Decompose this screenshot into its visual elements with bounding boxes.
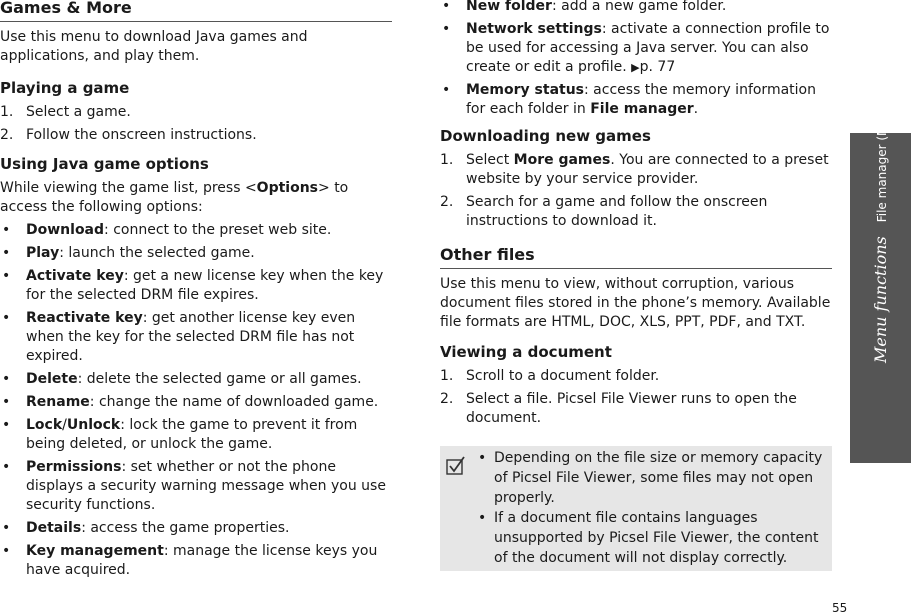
option-lock-unlock: • Lock/Unlock: lock the game to prevent it from being deleted, or unlock the game. bbox=[2, 417, 358, 452]
viewing-step-1: 1. Scroll to a document folder. bbox=[440, 368, 660, 384]
note-list bbox=[478, 448, 828, 568]
option-details: • Details: access the game properties. bbox=[2, 520, 290, 536]
right-column bbox=[440, 0, 832, 428]
viewing-step-2: 2. Select a file. Picsel File Viewer runs to open the document. bbox=[440, 391, 797, 426]
page-number: 55 bbox=[832, 601, 848, 615]
option-key-management: • Key management: manage the license keys you have acquired. bbox=[2, 543, 378, 578]
option-network-settings: • Network settings: activate a connection profile to be used for accessing a Java server. You can also create or edit a profile. ▶p. 77 bbox=[442, 21, 830, 75]
note-item-2: • If a document file contains languages unsupported by Picsel File Viewer, the content of the document will not display correctly. bbox=[478, 510, 819, 566]
side-tab-menu-functions: Menu functions bbox=[871, 236, 890, 363]
option-memory-status: • Memory status: access the memory information for each folder in File manager. bbox=[442, 82, 816, 117]
option-download: • Download: connect to the preset web site. bbox=[2, 222, 332, 238]
playing-heading: Playing a game bbox=[0, 79, 130, 97]
option-delete: • Delete: delete the selected game or all games. bbox=[2, 371, 362, 387]
playing-step-2: 2. Follow the onscreen instructions. bbox=[0, 127, 257, 143]
side-tab-file-manager: File manager (Menu 6) bbox=[875, 86, 889, 223]
playing-step-1: 1. Select a game. bbox=[0, 104, 131, 120]
downloading-step-1: 1. Select More games. You are connected to a preset website by your service provider. bbox=[440, 152, 829, 187]
downloading-step-2: 2. Search for a game and follow the onscreen instructions to download it. bbox=[440, 194, 768, 229]
left-column bbox=[0, 0, 392, 580]
other-files-rule bbox=[440, 268, 832, 269]
page-ref-arrow-icon: ▶ bbox=[631, 61, 640, 74]
section-title-other-files: Other files bbox=[440, 245, 535, 264]
note-item-1: • Depending on the file size or memory capacity of Picsel File Viewer, some files may not open properly. bbox=[478, 450, 823, 506]
title-rule bbox=[0, 21, 392, 22]
option-new-folder: • New folder: add a new game folder. bbox=[442, 0, 727, 14]
other-files-intro: Use this menu to view, without corruption, various document files stored in the phone’s memory. Available file formats are HTML, DOC, XLS, PPT, PDF, and TXT. bbox=[440, 276, 831, 330]
page-ref-link[interactable]: p. 77 bbox=[639, 59, 676, 75]
options-heading: Using Java game options bbox=[0, 155, 209, 173]
option-play: • Play: launch the selected game. bbox=[2, 245, 255, 261]
option-rename: • Rename: change the name of downloaded game. bbox=[2, 394, 379, 410]
note-box bbox=[440, 446, 832, 571]
options-intro: While viewing the game list, press <Options> to access the following options: bbox=[0, 180, 349, 215]
games-intro: Use this menu to download Java games and applications, and play them. bbox=[0, 29, 308, 64]
option-reactivate-key: • Reactivate key: get another license key even when the key for the selected DRM file has not expired. bbox=[2, 310, 356, 364]
section-title-games: Games & More bbox=[0, 0, 132, 17]
option-permissions: • Permissions: set whether or not the phone displays a security warning message when you use security functions. bbox=[2, 459, 386, 513]
option-activate-key: • Activate key: get a new license key when the key for the selected DRM file expires. bbox=[2, 268, 384, 303]
note-check-icon bbox=[446, 456, 466, 476]
downloading-heading: Downloading new games bbox=[440, 127, 651, 145]
viewing-heading: Viewing a document bbox=[440, 343, 612, 361]
